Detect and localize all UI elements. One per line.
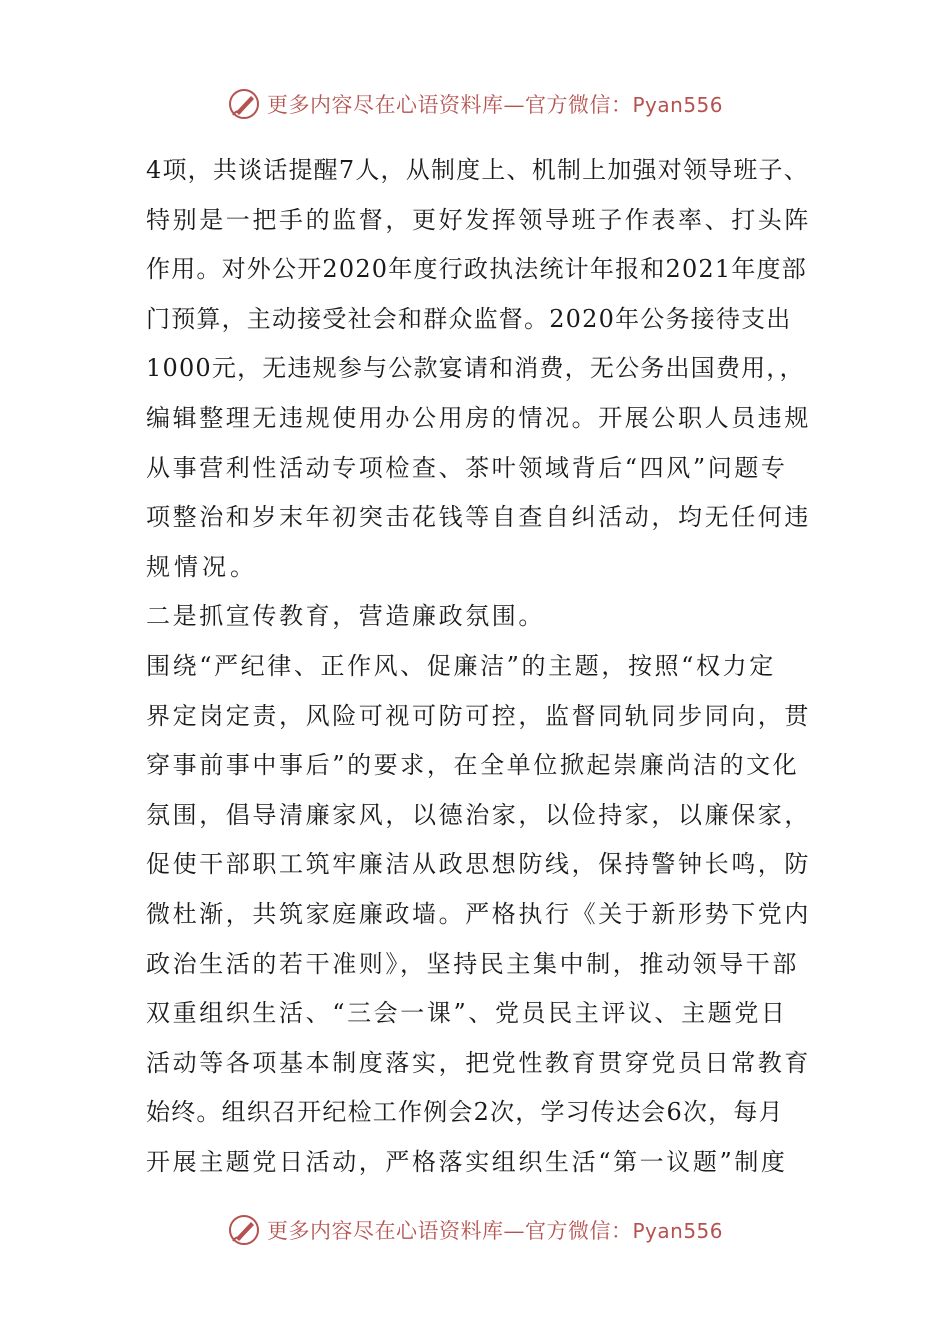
text-line: 促使干部职工筑牢廉洁从政思想防线，保持警钟长鸣，防: [146, 850, 811, 879]
footer-banner: [0, 1210, 950, 1250]
document-body: [146, 146, 816, 1187]
text-line: 4项，共谈话提醒7人，从制度上、机制上加强对领导班子、: [146, 156, 809, 184]
text-line: 微杜渐，共筑家庭廉政墙。严格执行《关于新形势下党内: [146, 899, 811, 928]
text-line: 氛围，倡导清廉家风，以德治家，以俭持家，以廉保家，: [146, 800, 811, 829]
footer-banner-text: 更多内容尽在心语资料库—官方微信：Pyan556: [266, 1219, 723, 1243]
text-line: 政治生活的若干准则》，坚持民主集中制，推动领导干部: [146, 949, 799, 978]
text-line: 规情况。: [146, 552, 258, 581]
text-line: 穿事前事中事后”的要求，在全单位掀起崇廉尚洁的文化: [146, 751, 800, 780]
pen-logo-icon: [227, 1213, 261, 1247]
text-line: 活动等各项基本制度落实，把党性教育贯穿党员日常教育: [146, 1048, 811, 1077]
text-line: 开展主题党日活动，严格落实组织生活“第一议题”制度: [146, 1147, 788, 1176]
text-line: 项整治和岁末年初突击花钱等自查自纠活动，均无任何违: [146, 503, 811, 532]
text-line: 特别是一把手的监督，更好发挥领导班子作表率、打头阵: [146, 205, 811, 234]
text-line: 围绕“严纪律、正作风、促廉洁”的主题，按照“权力定: [146, 651, 776, 680]
text-line: 界定岗定责，风险可视可防可控，监督同轨同步同向，贯: [146, 701, 811, 730]
text-line: 始终。组织召开纪检工作例会2次，学习传达会6次，每月: [146, 1098, 784, 1127]
text-line: 1000元，无违规参与公款宴请和消费，无公务出国费用，，: [146, 354, 805, 383]
header-banner: [0, 84, 950, 124]
header-wechat-id: Pyan556: [632, 93, 723, 117]
text-line: 门预算，主动接受社会和群众监督。2020年公务接待支出: [146, 304, 792, 333]
text-line: 从事营利性活动专项检查、茶叶领域背后“四风”问题专: [146, 453, 788, 482]
text-line: 作用。对外公开2020年度行政执法统计年报和2021年度部: [146, 255, 807, 284]
pen-logo-icon: [227, 87, 261, 121]
text-line: 双重组织生活、“三会一课”、党员民主评议、主题党日: [146, 999, 788, 1028]
header-banner-text: 更多内容尽在心语资料库—官方微信：Pyan556: [266, 93, 723, 117]
footer-wechat-id: Pyan556: [632, 1219, 723, 1243]
text-line: 编辑整理无违规使用办公用房的情况。开展公职人员违规: [146, 403, 811, 432]
section-heading: 二是抓宣传教育，营造廉政氛围。: [146, 602, 545, 631]
